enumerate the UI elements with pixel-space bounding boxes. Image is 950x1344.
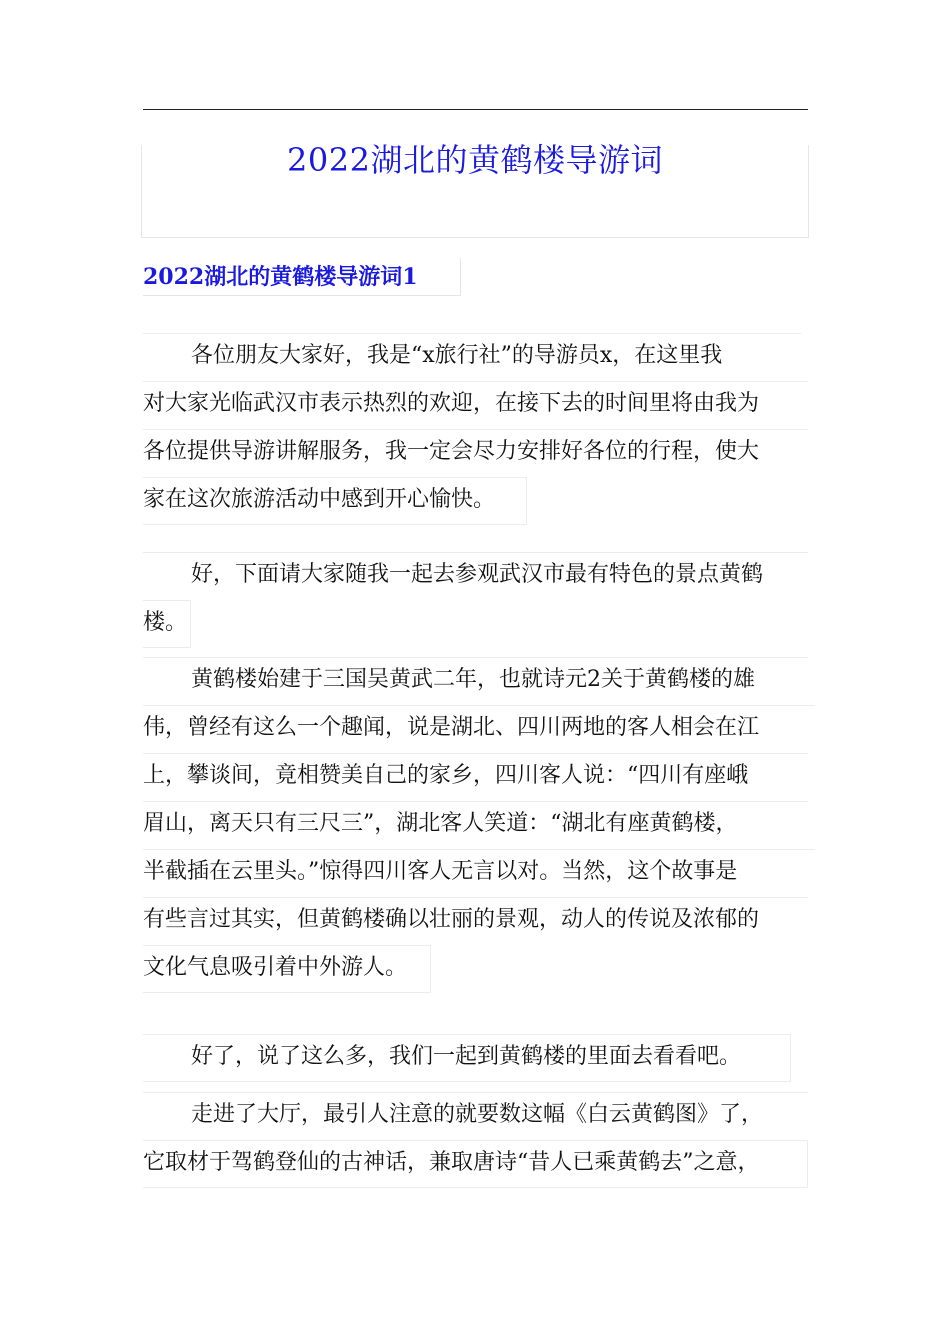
paragraph-line: 对大家光临武汉市表示热烈的欢迎，在接下去的时间里将由我为 xyxy=(143,381,808,429)
paragraph-line: 各位朋友大家好，我是“x旅行社”的导游员x，在这里我 xyxy=(143,333,801,381)
paragraph-line: 眉山，离天只有三尺三”，湖北客人笑道：“湖北有座黄鹤楼， xyxy=(143,801,808,849)
section-heading: 2022湖北的黄鹤楼导游词1 xyxy=(143,258,461,296)
paragraph-line: 有些言过其实，但黄鹤楼确以壮丽的景观，动人的传说及浓郁的 xyxy=(143,897,808,945)
document-title: 2022湖北的黄鹤楼导游词 xyxy=(287,141,663,179)
paragraph-line: 它取材于驾鹤登仙的古神话，兼取唐诗“昔人已乘黄鹤去”之意， xyxy=(143,1140,808,1188)
title-box xyxy=(141,141,809,238)
paragraph-4 xyxy=(143,1034,791,1082)
paragraph-3 xyxy=(143,657,815,993)
paragraph-line: 家在这次旅游活动中感到开心愉快。 xyxy=(143,477,527,525)
paragraph-line: 楼。 xyxy=(143,600,191,648)
paragraph-line: 半截插在云里头。”惊得四川客人无言以对。当然，这个故事是 xyxy=(143,849,815,897)
paragraph-line: 上，攀谈间，竟相赞美自己的家乡，四川客人说：“四川有座峨 xyxy=(143,753,808,801)
paragraph-line: 走进了大厅，最引人注意的就要数这幅《白云黄鹤图》了， xyxy=(143,1092,808,1140)
paragraph-line: 好了，说了这么多，我们一起到黄鹤楼的里面去看看吧。 xyxy=(143,1034,791,1082)
header-rule xyxy=(143,109,808,110)
paragraph-5 xyxy=(143,1092,808,1188)
paragraph-line: 好，下面请大家随我一起去参观武汉市最有特色的景点黄鹤 xyxy=(143,552,808,600)
paragraph-line: 各位提供导游讲解服务，我一定会尽力安排好各位的行程，使大 xyxy=(143,429,808,477)
paragraph-line: 黄鹤楼始建于三国吴黄武二年，也就诗元2关于黄鹤楼的雄 xyxy=(143,657,808,705)
paragraph-2 xyxy=(143,552,808,648)
paragraph-1 xyxy=(143,333,808,525)
paragraph-line: 文化气息吸引着中外游人。 xyxy=(143,945,431,993)
paragraph-line: 伟，曾经有这么一个趣闻，说是湖北、四川两地的客人相会在江 xyxy=(143,705,815,753)
